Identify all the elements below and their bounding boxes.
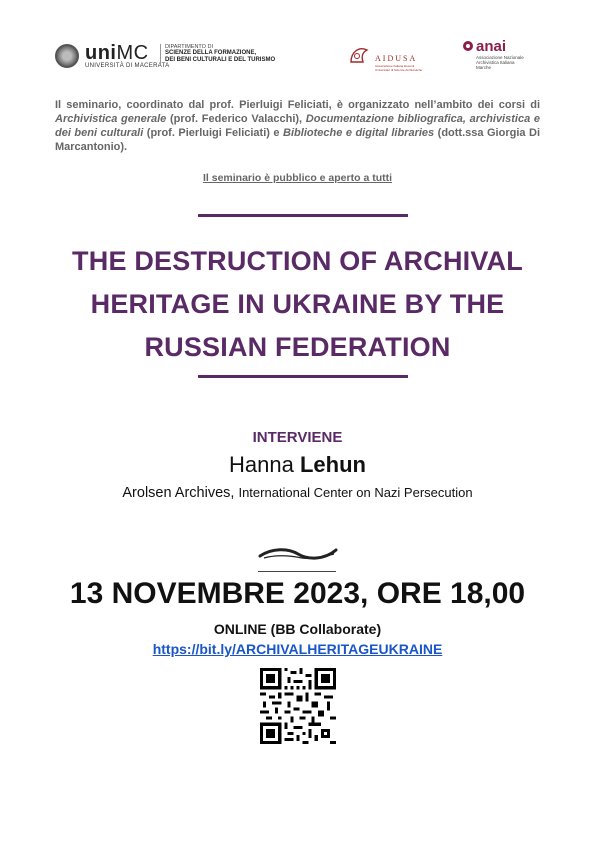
department-label: DIPARTIMENTO DI SCIENZE DELLA FORMAZIONE, DEI BENI CULTURALI E DEL TURISMO bbox=[160, 44, 275, 64]
anai-subtitle: Associazione Nazionale Archivistica Italiana Marche bbox=[476, 55, 524, 70]
title-line: RUSSIAN FEDERATION bbox=[144, 332, 451, 362]
seminar-title bbox=[40, 240, 555, 369]
university-seal-icon bbox=[55, 44, 79, 68]
course-name: Documentazione bibliografica, archivistica e dei beni culturali bbox=[55, 113, 540, 139]
flourish-ornament-icon bbox=[258, 544, 338, 566]
event-link[interactable]: https://bit.ly/ARCHIVALHERITAGEUKRAINE bbox=[152, 641, 443, 657]
aidusa-emblem-icon bbox=[347, 44, 371, 68]
event-date-time: 13 NOVEMBRE 2023, ORE 18,00 bbox=[69, 577, 526, 610]
unimc-wordmark: uniMC bbox=[85, 42, 149, 64]
speaker-label: INTERVIENE bbox=[252, 429, 343, 446]
anai-name: anai bbox=[476, 38, 507, 55]
title-line: THE DESTRUCTION OF ARCHIVAL bbox=[72, 246, 523, 276]
title-line: HERITAGE IN UKRAINE BY THE bbox=[90, 289, 505, 319]
aidusa-name: AIDUSA bbox=[375, 54, 418, 63]
unimc-subtitle: UNIVERSITÀ DI MACERATA bbox=[85, 63, 170, 69]
unimc-logo bbox=[55, 42, 295, 72]
anai-emblem-icon bbox=[462, 40, 474, 52]
course-name: Archivistica generale bbox=[55, 113, 167, 125]
aidusa-subtitle: Associazione Italiana Docenti Universitari di Scienze Archivistiche bbox=[375, 64, 423, 72]
title-divider-bottom bbox=[198, 375, 408, 378]
course-name: Biblioteche e digital libraries bbox=[283, 127, 435, 139]
intro-paragraph: Il seminario, coordinato dal prof. Pierluigi Feliciati, è organizzato nell’ambito dei corsi di Archivistica generale (prof. Federico Valacchi), Documentazione bibliografica, archivistica e dei beni culturali (prof. Pierluigi Feliciati) e Biblioteche e digital libraries (dott.ssa Giorgia Di Marcantonio). bbox=[55, 99, 541, 153]
ornament-line bbox=[258, 571, 336, 572]
aidusa-logo bbox=[345, 42, 430, 76]
event-mode: ONLINE (BB Collaborate) bbox=[213, 621, 382, 637]
public-note: Il seminario è pubblico e aperto a tutti bbox=[202, 172, 393, 184]
anai-logo bbox=[462, 40, 532, 80]
speaker-affiliation: Arolsen Archives, International Center on Nazi Persecution bbox=[122, 485, 473, 501]
title-divider-top bbox=[198, 214, 408, 217]
speaker-name: Hanna Lehun bbox=[229, 452, 366, 477]
qr-code-icon[interactable] bbox=[260, 668, 336, 744]
